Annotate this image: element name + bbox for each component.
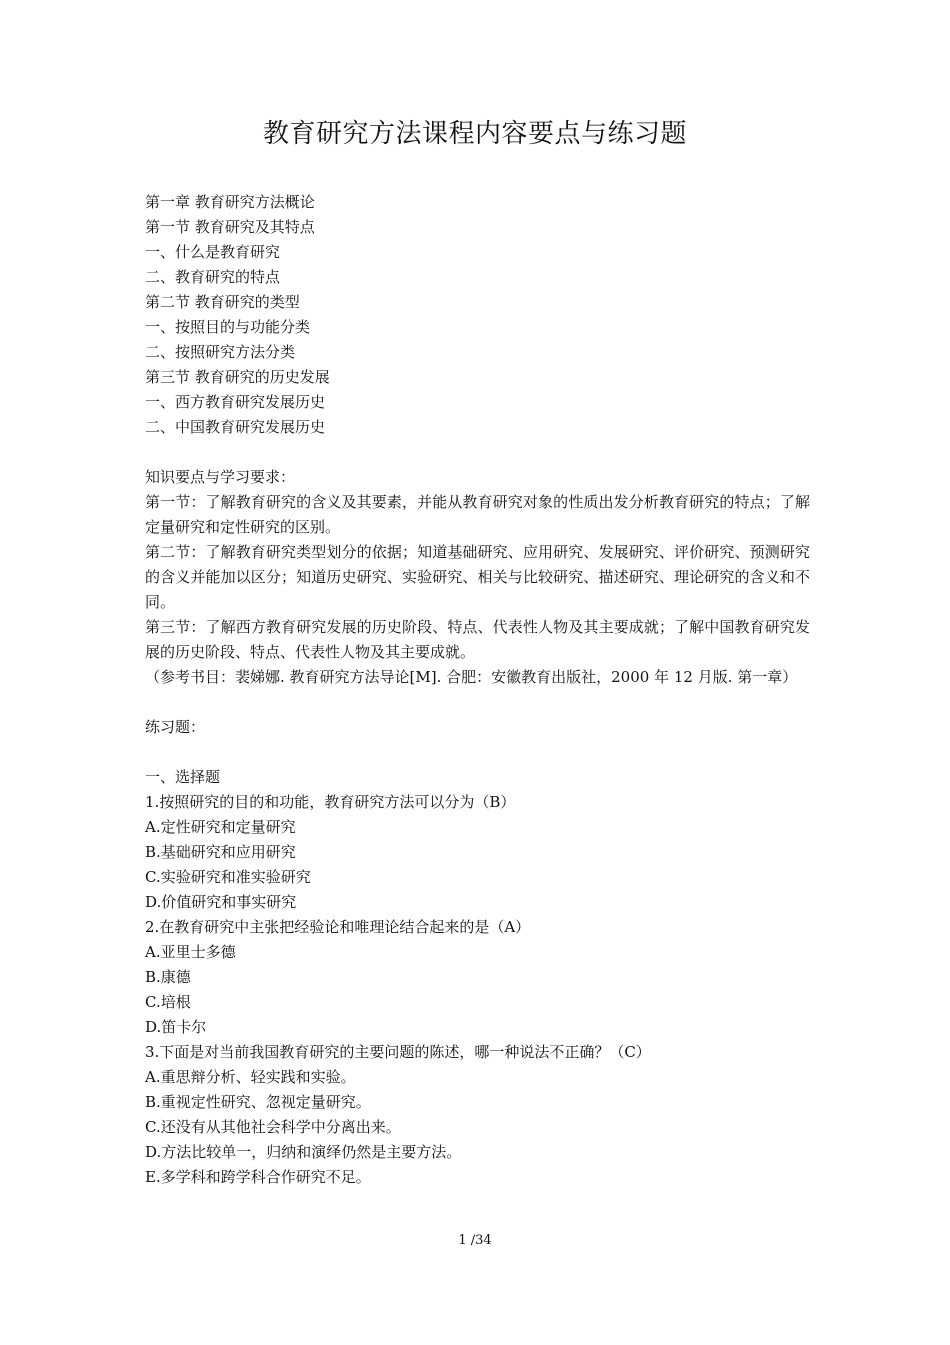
question-option: B.重视定性研究、忽视定量研究。 (145, 1093, 371, 1111)
outline-line: 第二节 教育研究的类型 (145, 293, 300, 311)
question-option: A.重思辩分析、轻实践和实验。 (145, 1068, 356, 1086)
spacer (145, 690, 810, 715)
question-option: D.笛卡尔 (145, 1018, 207, 1036)
outline-line: 一、什么是教育研究 (145, 243, 281, 261)
question-option: D.价值研究和事实研究 (145, 893, 297, 911)
knowledge-section (145, 465, 810, 690)
question-option: C.还没有从其他社会科学中分离出来。 (145, 1118, 401, 1136)
knowledge-paragraph: 第一节：了解教育研究的含义及其要素，并能从教育研究对象的性质出发分析教育研究的特点；了解定量研究和定性研究的区别。 (145, 493, 810, 536)
exercises-section (145, 715, 810, 1190)
document-title: 教育研究方法课程内容要点与练习题 (262, 119, 687, 149)
page-number: 1 /34 (458, 1233, 492, 1248)
question-option: D.方法比较单一，归纳和演绎仍然是主要方法。 (145, 1143, 462, 1161)
question-option: B.康德 (145, 968, 191, 986)
question-stem: 3.下面是对当前我国教育研究的主要问题的陈述，哪一种说法不正确？（C） (145, 1043, 651, 1061)
question-block (145, 915, 810, 1040)
question-option: C.培根 (145, 993, 191, 1011)
outline-line: 一、按照目的与功能分类 (145, 318, 311, 336)
knowledge-heading: 知识要点与学习要求： (145, 468, 296, 486)
outline-line: 第一章 教育研究方法概论 (145, 193, 315, 211)
outline-line: 二、教育研究的特点 (145, 268, 281, 286)
chapter-outline (145, 190, 810, 440)
knowledge-paragraph: 第三节：了解西方教育研究发展的历史阶段、特点、代表性人物及其主要成就；了解中国教育研究发展的历史阶段、特点、代表性人物及其主要成就。 (145, 618, 810, 661)
outline-line: 第一节 教育研究及其特点 (145, 218, 315, 236)
question-option: A.亚里士多德 (145, 943, 236, 961)
question-stem: 2.在教育研究中主张把经验论和唯理论结合起来的是（A） (145, 918, 531, 936)
section-heading: 一、选择题 (145, 768, 221, 786)
question-stem: 1.按照研究的目的和功能，教育研究方法可以分为（B） (145, 793, 516, 811)
outline-line: 二、中国教育研究发展历史 (145, 418, 326, 436)
outline-line: 二、按照研究方法分类 (145, 343, 296, 361)
reference-note: （参考书目：裴娣娜. 教育研究方法导论[M]. 合肥：安徽教育出版社，2000 年 12 月版. 第一章） (145, 668, 798, 686)
question-option: C.实验研究和准实验研究 (145, 868, 311, 886)
question-block (145, 1040, 810, 1190)
exercises-heading: 练习题： (145, 718, 206, 736)
document-body (145, 190, 810, 1190)
outline-line: 一、西方教育研究发展历史 (145, 393, 326, 411)
spacer (145, 440, 810, 465)
question-block (145, 790, 810, 915)
spacer (145, 740, 810, 765)
question-option: B.基础研究和应用研究 (145, 843, 296, 861)
question-option: A.定性研究和定量研究 (145, 818, 296, 836)
outline-line: 第三节 教育研究的历史发展 (145, 368, 330, 386)
knowledge-paragraph: 第二节：了解教育研究类型划分的依据；知道基础研究、应用研究、发展研究、评价研究、预测研究的含义并能加以区分；知道历史研究、实验研究、相关与比较研究、描述研究、理论研究的含义和不同。 (145, 543, 810, 611)
question-option: E.多学科和跨学科合作研究不足。 (145, 1168, 371, 1186)
